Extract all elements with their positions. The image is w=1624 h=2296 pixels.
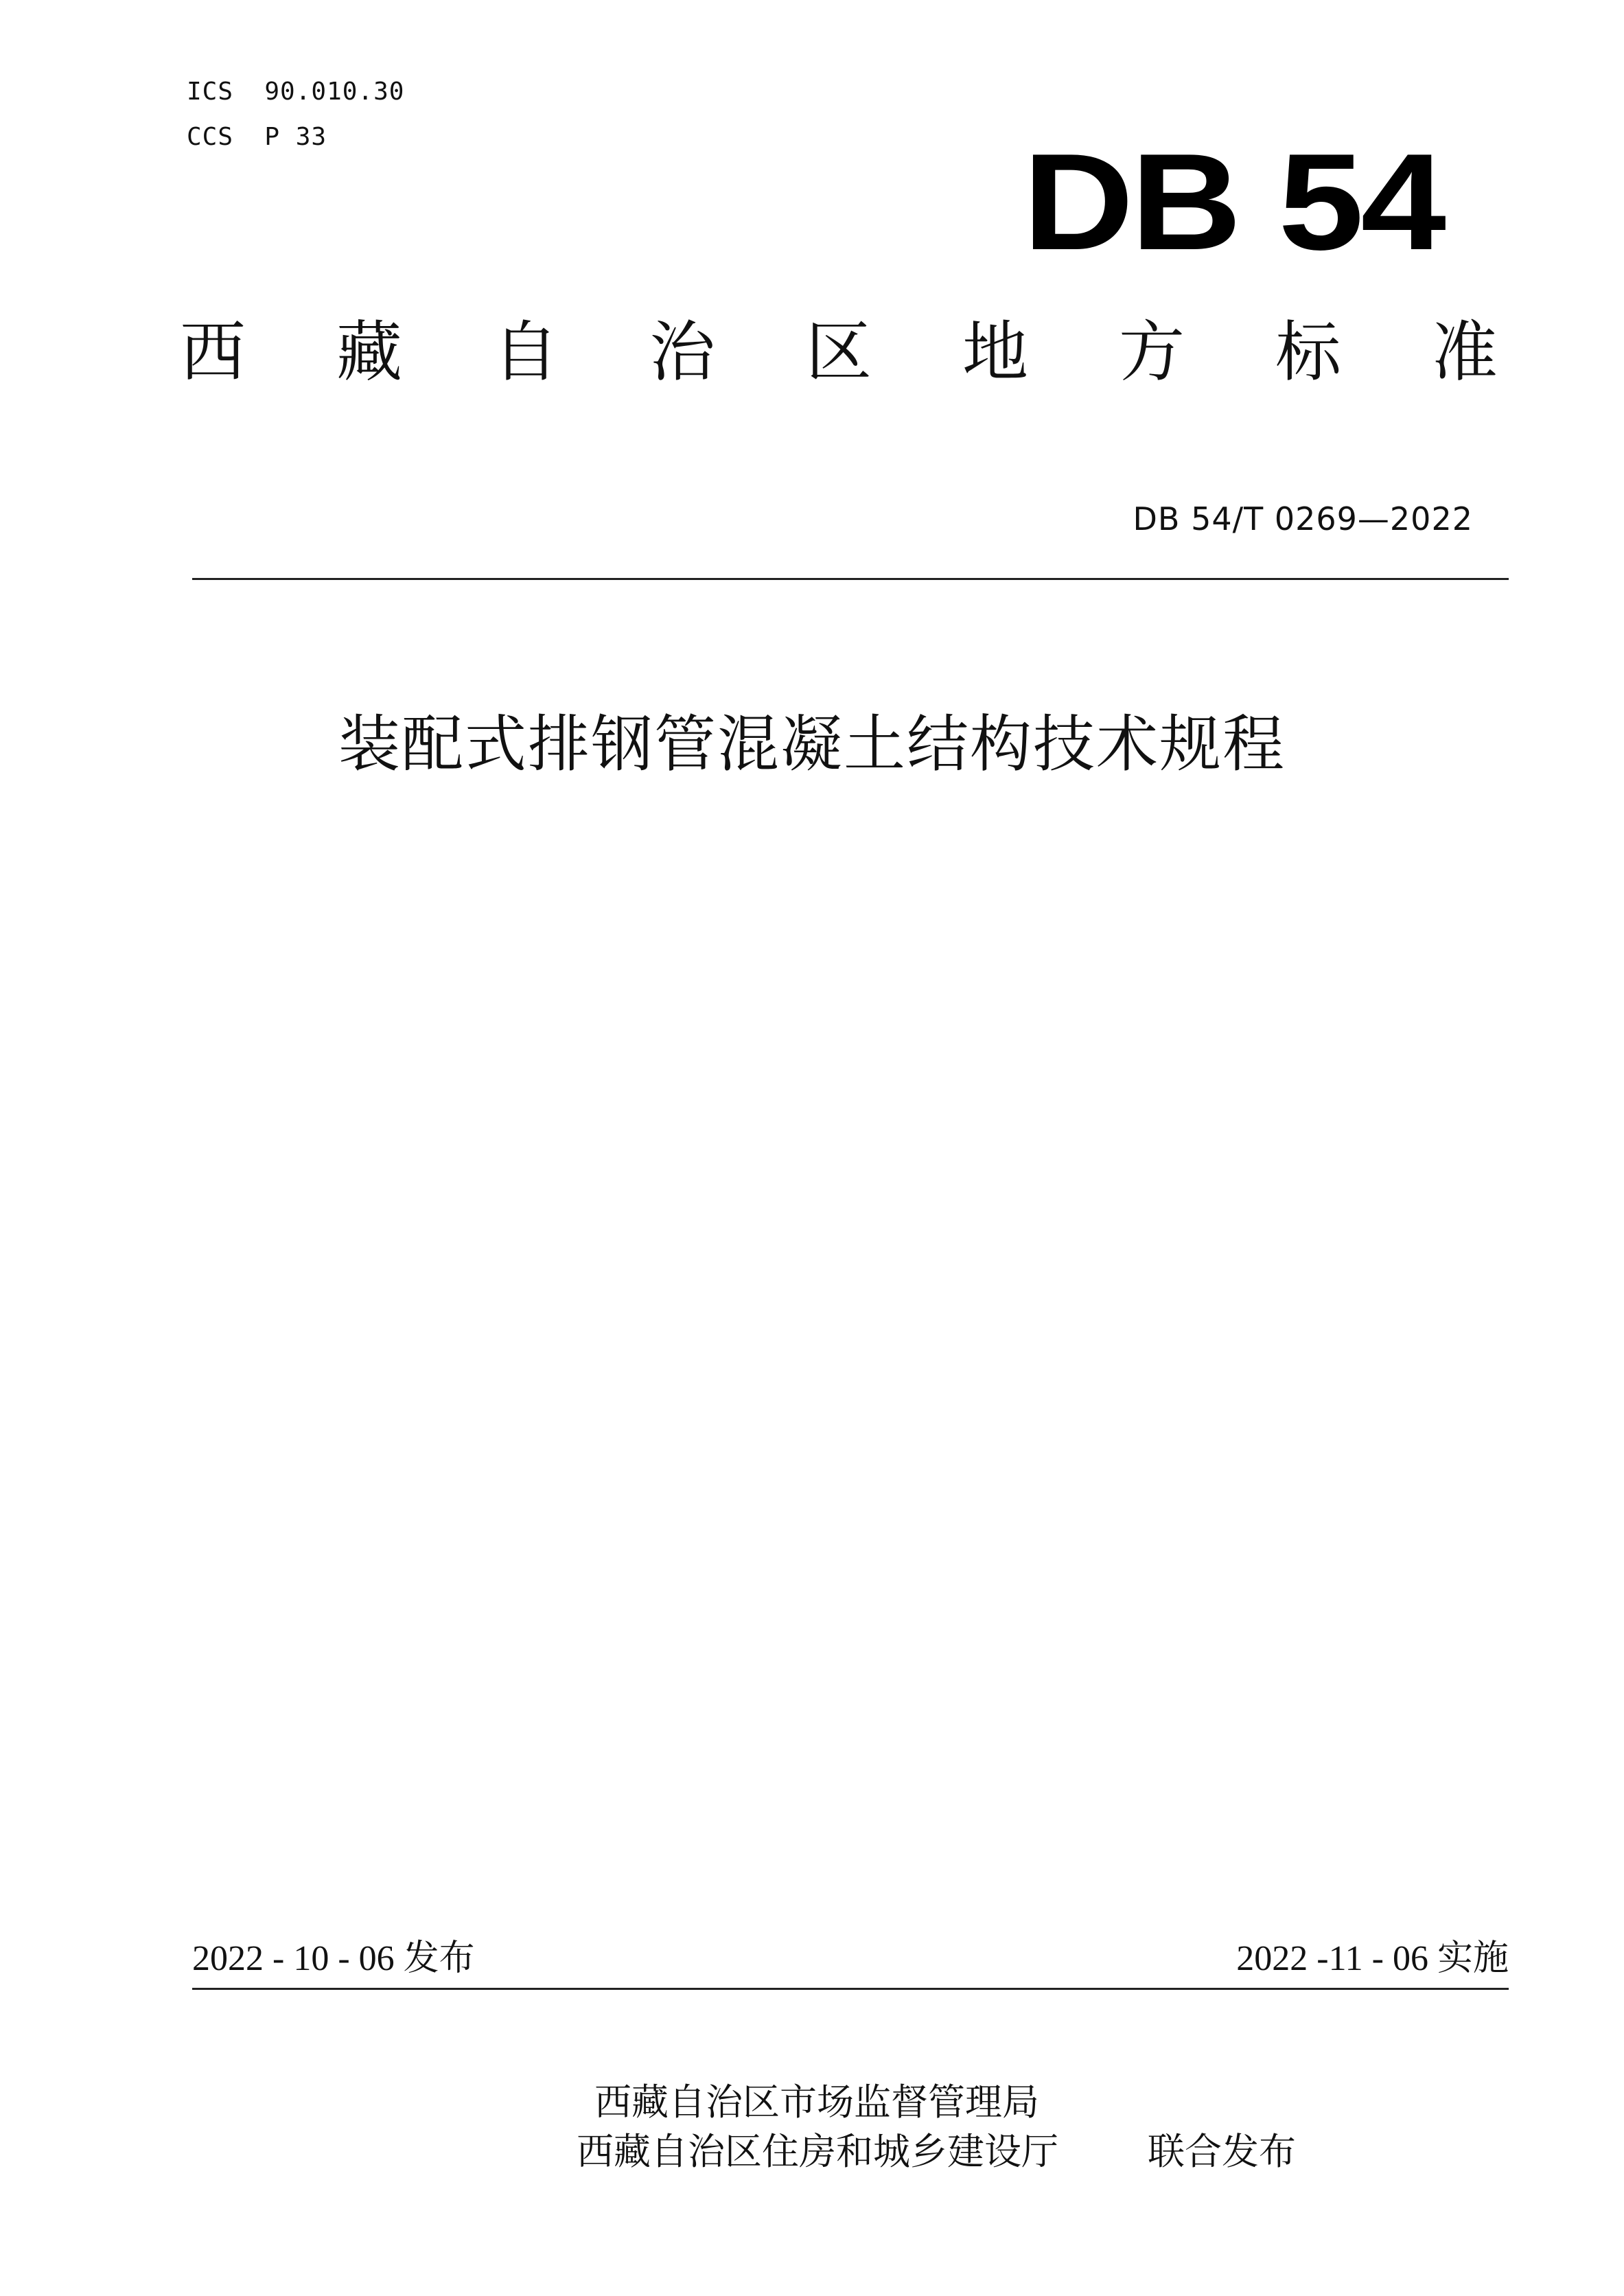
standard-type-char: 自 — [493, 314, 559, 391]
ics-code: ICS 90.010.30 — [187, 78, 405, 106]
standard-type-char: 区 — [806, 314, 872, 391]
implementation-date: 2022 -11 - 06 实施 — [1236, 1939, 1509, 1978]
standard-type-heading — [180, 314, 1498, 390]
publisher-housing-construction: 西藏自治区住房和城乡建设厅 — [577, 2130, 1058, 2173]
db54-logo-mark: DB 54 — [1023, 126, 1443, 279]
standard-type-char: 西 — [180, 314, 246, 391]
standard-type-char: 方 — [1119, 314, 1185, 391]
publisher-market-regulation: 西藏自治区市场监督管理局 — [594, 2080, 1039, 2124]
ccs-code: CCS P 33 — [187, 123, 327, 151]
bottom-divider — [192, 1988, 1509, 1990]
standard-type-char: 准 — [1432, 314, 1498, 391]
joint-issue-label: 联合发布 — [1148, 2130, 1296, 2173]
standard-number: DB 54/T 0269—2022 — [1133, 500, 1473, 537]
issue-date: 2022 - 10 - 06 发布 — [192, 1939, 475, 1978]
standard-type-char: 藏 — [336, 314, 402, 391]
standard-type-char: 治 — [649, 314, 715, 391]
top-divider — [192, 578, 1509, 580]
standard-type-char: 地 — [962, 314, 1028, 391]
document-title: 装配式排钢管混凝土结构技术规程 — [338, 708, 1286, 780]
standard-type-char: 标 — [1275, 314, 1341, 391]
